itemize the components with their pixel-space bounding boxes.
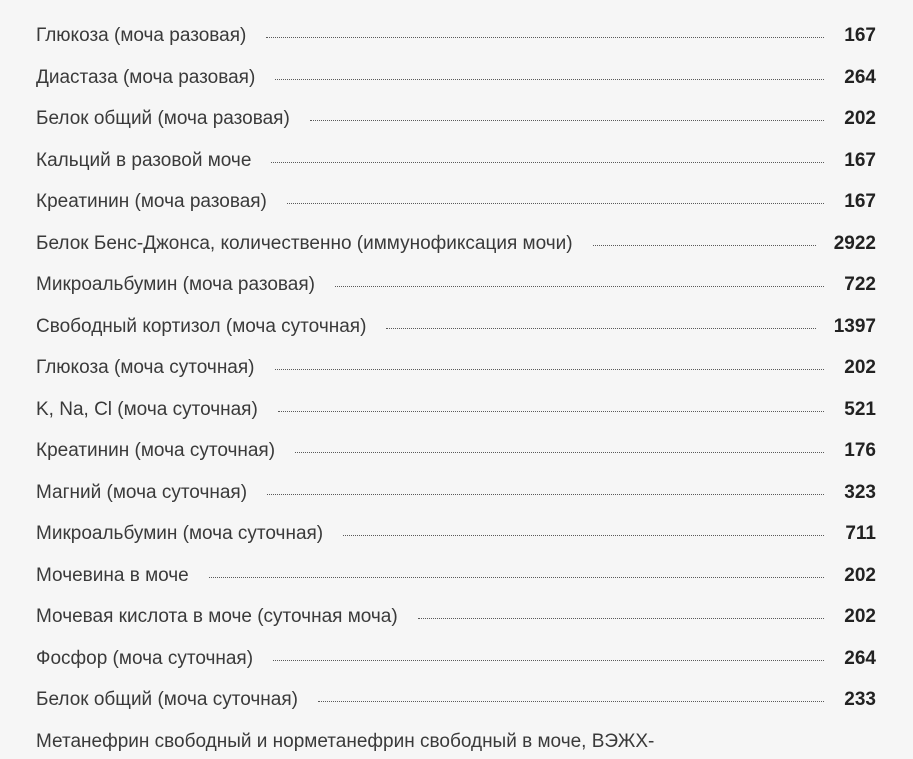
service-name: K, Na, Cl (моча суточная) <box>36 398 258 420</box>
list-item[interactable] <box>36 146 876 188</box>
service-name: Микроальбумин (моча разовая) <box>36 274 315 295</box>
list-item[interactable] <box>36 353 876 395</box>
service-price: 176 <box>844 440 876 461</box>
service-name: Метанефрин свободный и норметанефрин свободный в моче, ВЭЖХ- <box>36 730 655 752</box>
list-item[interactable] <box>36 395 876 437</box>
dotted-leader <box>271 162 824 163</box>
list-item[interactable] <box>36 602 876 644</box>
service-name: Кальций в разовой моче <box>36 149 252 171</box>
service-price: 202 <box>844 357 876 378</box>
list-item[interactable] <box>36 229 876 271</box>
service-price: 167 <box>844 25 876 46</box>
list-item[interactable] <box>36 270 876 312</box>
service-price: 202 <box>844 564 876 586</box>
list-item[interactable] <box>36 21 876 63</box>
service-price: 2922 <box>833 232 876 254</box>
service-price: 722 <box>844 274 876 295</box>
dotted-leader <box>278 411 824 412</box>
service-price: 264 <box>844 647 876 669</box>
service-name: Глюкоза (моча разовая) <box>36 25 247 46</box>
service-price: 167 <box>844 191 876 212</box>
dotted-leader <box>266 37 824 38</box>
list-item[interactable] <box>36 644 876 686</box>
list-item[interactable] <box>36 187 876 229</box>
dotted-leader <box>295 452 824 453</box>
list-item[interactable] <box>36 478 876 520</box>
service-name: Мочевина в моче <box>36 564 189 586</box>
list-item[interactable] <box>36 63 876 105</box>
dotted-leader <box>273 660 824 661</box>
service-price: 264 <box>844 66 876 88</box>
service-price: 323 <box>844 481 876 503</box>
service-name: Креатинин (моча суточная) <box>36 440 276 461</box>
service-price: 202 <box>844 606 876 627</box>
service-name: Белок общий (моча разовая) <box>36 108 290 129</box>
service-price: 711 <box>845 523 876 544</box>
service-name: Диастаза (моча разовая) <box>36 66 256 88</box>
service-name: Свободный кортизол (моча суточная) <box>36 315 367 337</box>
dotted-leader <box>418 618 824 619</box>
dotted-leader <box>275 79 824 80</box>
service-name: Креатинин (моча разовая) <box>36 191 267 212</box>
service-name: Микроальбумин (моча суточная) <box>36 523 324 544</box>
price-list <box>36 21 876 757</box>
dotted-leader <box>593 245 816 246</box>
service-price: 233 <box>844 689 876 710</box>
service-price: 202 <box>844 108 876 129</box>
service-price: 521 <box>844 398 876 420</box>
list-item[interactable] <box>36 561 876 603</box>
service-price: 167 <box>844 149 876 171</box>
list-item[interactable] <box>36 436 876 478</box>
dotted-leader <box>318 701 824 702</box>
service-name: Фосфор (моча суточная) <box>36 647 254 669</box>
dotted-leader <box>343 535 824 536</box>
service-name: Магний (моча суточная) <box>36 481 248 503</box>
dotted-leader <box>267 494 824 495</box>
dotted-leader <box>209 577 824 578</box>
dotted-leader <box>386 328 815 329</box>
list-item[interactable] <box>36 104 876 146</box>
list-item[interactable] <box>36 685 876 727</box>
service-name: Белок Бенс-Джонса, количественно (иммунофиксация мочи) <box>36 232 573 254</box>
dotted-leader <box>310 120 824 121</box>
service-name: Мочевая кислота в моче (суточная моча) <box>36 606 398 627</box>
list-item[interactable] <box>36 312 876 354</box>
service-name: Белок общий (моча суточная) <box>36 689 298 710</box>
dotted-leader <box>287 203 824 204</box>
dotted-leader <box>275 369 825 370</box>
list-item-partial[interactable] <box>36 727 876 757</box>
service-name: Глюкоза (моча суточная) <box>36 357 255 378</box>
dotted-leader <box>335 286 824 287</box>
service-price: 1397 <box>833 315 876 337</box>
list-item[interactable] <box>36 519 876 561</box>
